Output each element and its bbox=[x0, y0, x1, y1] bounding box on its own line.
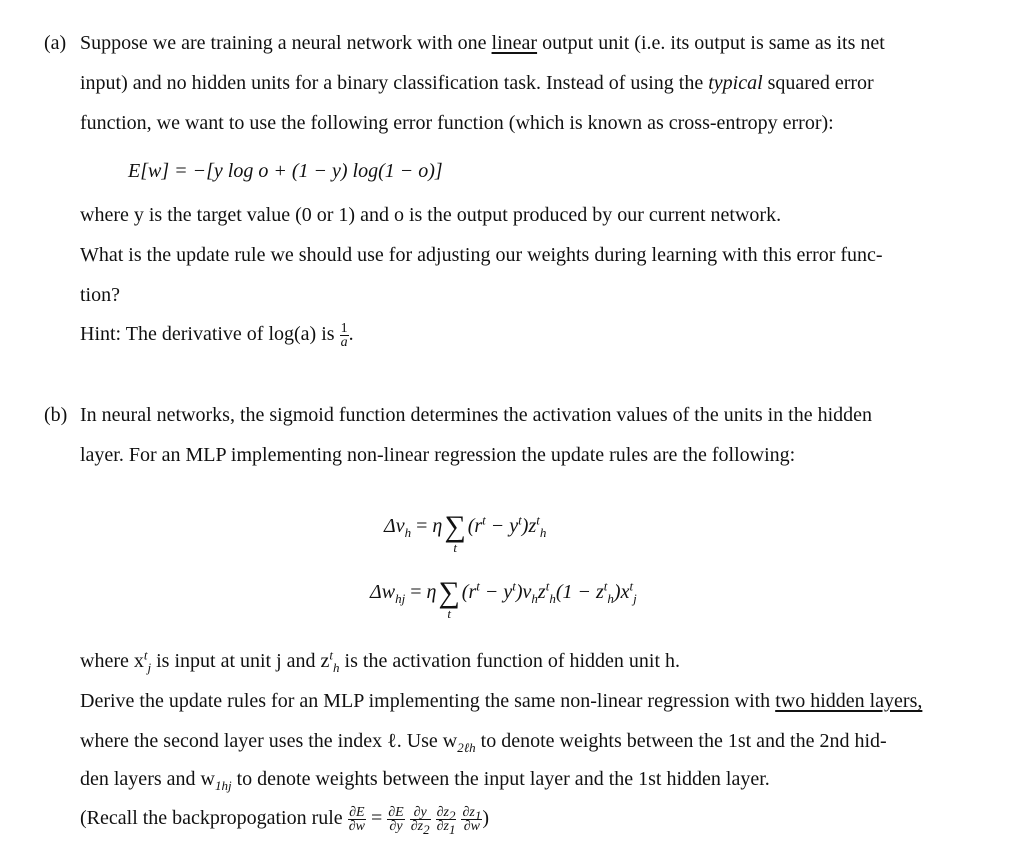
where-line-a: where y is the target value (0 or 1) and o is the output produced by our current network. bbox=[80, 204, 782, 226]
part-a-line-1-pre: Suppose we are training a neural network with one bbox=[80, 32, 487, 54]
part-a-line-2 bbox=[80, 72, 874, 95]
update-rule-vh: $\Delta v_h = \eta\sum$ t $(r^t - y^t)z^t_h$ bbox=[384, 510, 547, 555]
derive-pre: Derive the update rules for an MLP implementing the same non-linear regression with bbox=[80, 690, 771, 712]
hint-text: Hint: The derivative of log(a) is bbox=[80, 323, 335, 346]
recall-close: ) bbox=[482, 807, 490, 830]
where-b-mid: is input at unit j and z bbox=[156, 650, 330, 672]
recall-pre: (Recall the backpropogation rule bbox=[80, 807, 343, 830]
eq2-lhs: Δw bbox=[370, 581, 396, 603]
part-b-label: (b) bbox=[44, 404, 68, 426]
where-b-post: is the activation function of hidden unit h. bbox=[344, 650, 681, 672]
derive-line bbox=[80, 690, 922, 713]
part-a-label: (a) bbox=[44, 32, 67, 54]
linear-word: linear bbox=[491, 32, 538, 54]
den-line-post: to denote weights between the input layer and the 1st hidden layer. bbox=[236, 768, 770, 790]
dE-dw-fraction: $\frac{\partial E}{\partial w}$ bbox=[348, 805, 365, 834]
den-line bbox=[80, 768, 770, 791]
w2-sub: 2ℓh bbox=[457, 740, 476, 755]
update-rule-whj: $\Delta w_{hj} = \eta\sum$ t $(r^t - y^t)v_hz^t_h(1 - z^t_h)x^t_j$ bbox=[370, 576, 637, 621]
part-a-line-2-post: squared error bbox=[767, 72, 874, 94]
dE-dy-fraction: $\frac{\partial E}{\partial y}$ bbox=[388, 805, 404, 834]
hint-period: . bbox=[348, 323, 354, 346]
hint-line bbox=[80, 322, 354, 349]
two-hidden-layers: two hidden layers, bbox=[775, 690, 923, 712]
part-a-line-2-pre: input) and no hidden units for a binary classification task. Instead of using the bbox=[80, 72, 704, 94]
eq1-lhs-sub: h bbox=[404, 525, 412, 540]
dy-dz2-fraction: $\frac{\partial y}{\partial z_2}$ bbox=[410, 805, 430, 837]
eq1-lhs: Δv bbox=[384, 515, 405, 537]
hint-fraction bbox=[340, 322, 349, 349]
eq2-lhs-sub: hj bbox=[395, 591, 406, 606]
where-b-pre: where x bbox=[80, 650, 144, 672]
den-line-pre: den layers and w bbox=[80, 768, 215, 790]
question-line-1: What is the update rule we should use for adjusting our weights during learning with this error func- bbox=[80, 244, 883, 266]
sum-symbol: ∑ t bbox=[444, 510, 466, 555]
part-b-line-1: In neural networks, the sigmoid function determines the activation values of the units in the hidden bbox=[80, 404, 873, 426]
part-a-line-3: function, we want to use the following error function (which is known as cross-entropy error): bbox=[80, 112, 834, 134]
hint-denominator: a bbox=[340, 335, 348, 350]
typical-word: typical bbox=[708, 72, 763, 94]
w1-sub: 1hj bbox=[214, 778, 232, 793]
part-b-line-2: layer. For an MLP implementing non-linear regression the update rules are the following: bbox=[80, 444, 796, 466]
second-layer-post: to denote weights between the 1st and the 2nd hid- bbox=[480, 730, 887, 752]
dz1-dw-fraction: $\frac{\partial z_1}{\partial w}$ bbox=[462, 805, 482, 834]
second-layer-pre: where the second layer uses the index ℓ. Use w bbox=[80, 730, 458, 752]
where-line-b: where $x^t_j$ is input at unit j and $z^t_h$ is the activation function of hidden unit h. bbox=[80, 647, 681, 675]
question-line-2: tion? bbox=[80, 284, 120, 306]
cross-entropy-equation: E[w] = −[y log o + (1 − y) log(1 − o)] bbox=[128, 160, 443, 182]
hint-numerator: 1 bbox=[340, 321, 348, 336]
second-layer-line bbox=[80, 730, 887, 753]
dz2-dz1-fraction: $\frac{\partial z_2}{\partial z_1}$ bbox=[436, 805, 456, 837]
sum-symbol: ∑ t bbox=[438, 576, 460, 621]
recall-line: (Recall the backpropogation rule $\frac{\partial E}{\partial w}$ = $\frac{\partial E}{\partial y}$ $\frac{\partial y}{\partial z_2}$ $\frac{\partial z_2}{\partial z_1}$ $\frac{\partial z_1}{\partial w}$ ) bbox=[80, 805, 490, 837]
part-a-line-1 bbox=[80, 32, 885, 55]
part-a-line-1-post: output unit (i.e. its output is same as its net bbox=[542, 32, 885, 54]
